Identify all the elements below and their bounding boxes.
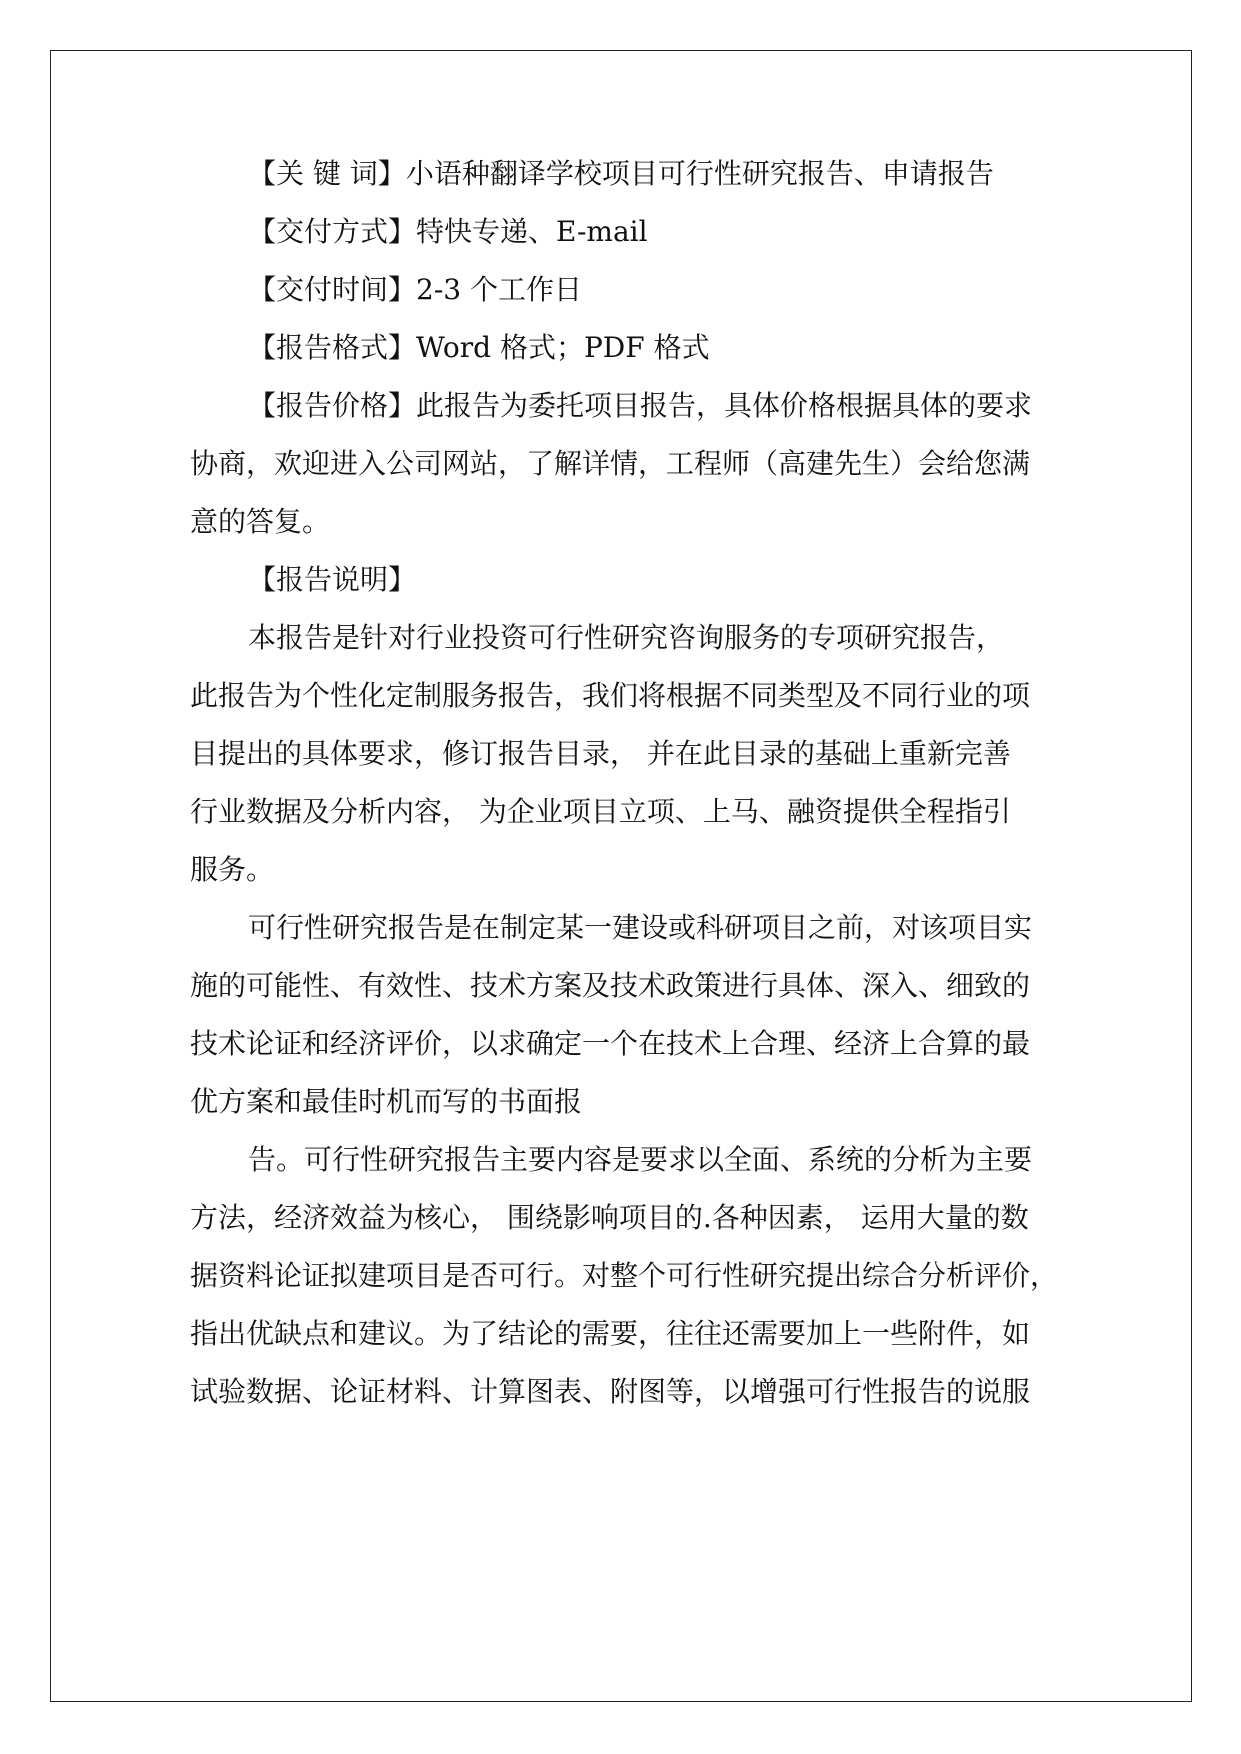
delivery-method-line [190,216,648,248]
report-format-label: 【报告格式】 [248,331,417,364]
paragraph3-line: 告。可行性研究报告主要内容是要求以全面、系统的分析为主要 [248,1143,1033,1176]
delivery-time-label: 【交付时间】 [248,273,417,306]
paragraph2-line: 施的可能性、有效性、技术方案及技术政策进行具体、深入、细致的 [190,969,1031,1002]
keywords-label: 【关 键 词】 [248,157,406,190]
paragraph1-line: 此报告为个性化定制服务报告，我们将根据不同类型及不同行业的项 [190,679,1031,712]
delivery-method-label: 【交付方式】 [248,215,417,248]
price-continuation-line: 协商，欢迎进入公司网站，了解详情，工程师（高建先生）会给您满 [190,447,1031,480]
paragraph2-line: 技术论证和经济评价，以求确定一个在技术上合理、经济上合算的最 [190,1027,1031,1060]
keywords-line [190,158,994,190]
report-price-value: 此报告为委托项目报告，具体价格根据具体的要求 [416,389,1033,422]
paragraph3-line: 据资料论证拟建项目是否可行。对整个可行性研究提出综合分析评价， [190,1259,1059,1292]
paragraph3-line: 试验数据、论证材料、计算图表、附图等，以增强可行性报告的说服 [190,1375,1031,1408]
paragraph1-line: 本报告是针对行业投资可行性研究咨询服务的专项研究报告， [248,621,1005,654]
report-format-value: Word 格式；PDF 格式 [416,331,710,364]
report-price-label: 【报告价格】 [248,389,417,422]
paragraph2-line: 可行性研究报告是在制定某一建设或科研项目之前，对该项目实 [248,911,1033,944]
price-continuation-line: 意的答复。 [190,505,331,538]
delivery-method-value: 特快专递、E-mail [416,215,648,248]
delivery-time-value: 2-3 个工作日 [416,273,583,306]
report-format-line [190,332,710,364]
paragraph2-line: 优方案和最佳时机而写的书面报 [190,1085,583,1118]
paragraph1-line: 行业数据及分析内容， 为企业项目立项、上马、融资提供全程指引 [190,795,1011,828]
report-price-line [190,390,1032,422]
paragraph1-line: 服务。 [190,853,275,886]
paragraph3-line: 指出优缺点和建议。为了结论的需要，往往还需要加上一些附件，如 [190,1317,1031,1350]
paragraph1-line: 目提出的具体要求，修订报告目录， 并在此目录的基础上重新完善 [190,737,1011,770]
paragraph3-line: 方法，经济效益为核心， 围绕影响项目的.各种因素， 运用大量的数 [190,1201,1029,1234]
report-description-label: 【报告说明】 [248,563,417,596]
keywords-value: 小语种翻译学校项目可行性研究报告、申请报告 [405,157,994,190]
delivery-time-line [190,274,582,306]
